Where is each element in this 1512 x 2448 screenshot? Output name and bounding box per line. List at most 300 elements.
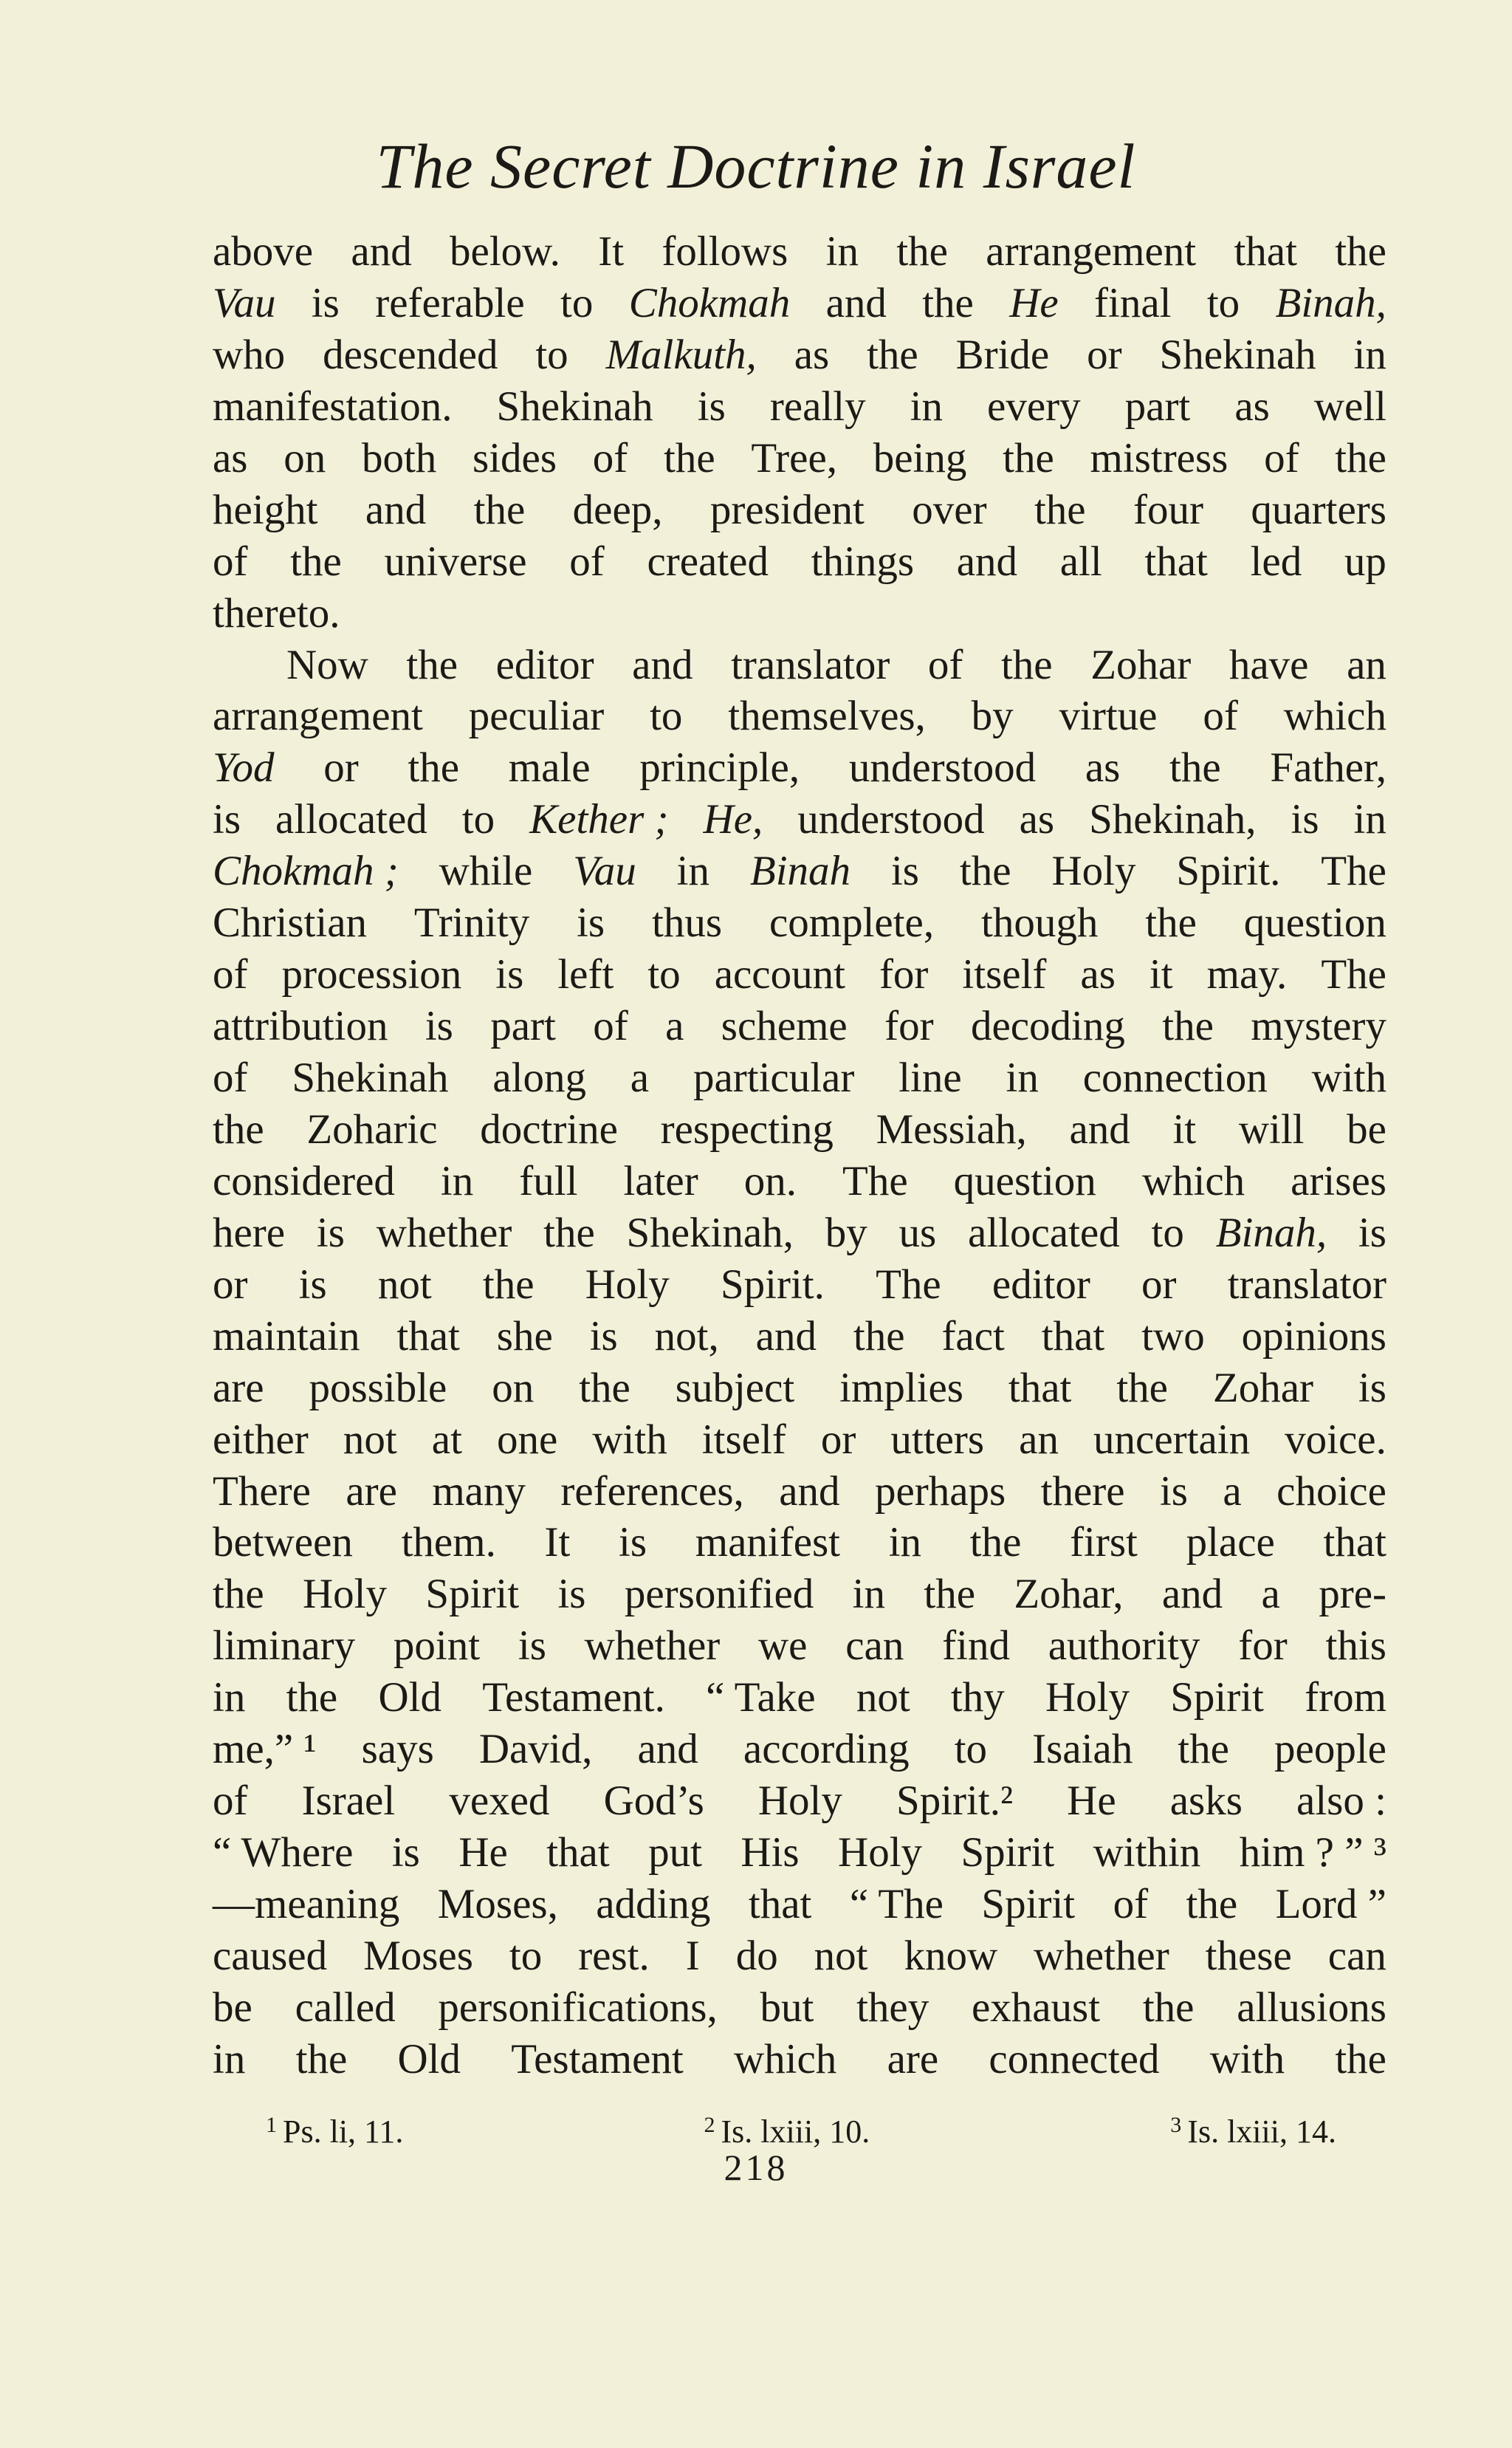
text-line bbox=[213, 1466, 1386, 1518]
word: arrangement bbox=[986, 228, 1197, 275]
word: universe bbox=[384, 538, 527, 585]
word: there bbox=[1040, 1467, 1125, 1515]
word: and bbox=[956, 538, 1018, 585]
word: many bbox=[432, 1467, 526, 1515]
text-line bbox=[213, 794, 1386, 846]
word: me,” ¹ bbox=[213, 1726, 317, 1773]
word: peculiar bbox=[468, 693, 605, 740]
word: is bbox=[890, 848, 919, 895]
word: mystery bbox=[1251, 1003, 1386, 1050]
word: in bbox=[440, 1157, 474, 1204]
word: is bbox=[1291, 796, 1319, 843]
word: not bbox=[377, 1261, 432, 1308]
word: the bbox=[1178, 1726, 1229, 1773]
word: Trinity bbox=[413, 899, 530, 947]
word: in bbox=[852, 1571, 886, 1618]
word: as bbox=[1019, 796, 1055, 843]
word: asks bbox=[1169, 1777, 1243, 1825]
word: this bbox=[1325, 1622, 1386, 1670]
footnote-mark: 1 bbox=[266, 2113, 277, 2137]
word: that bbox=[1144, 538, 1208, 585]
word: as bbox=[1085, 744, 1121, 792]
word: adding bbox=[596, 1881, 711, 1927]
word: place bbox=[1186, 1519, 1275, 1566]
text-line bbox=[213, 1001, 1386, 1052]
word: which bbox=[1283, 693, 1386, 740]
word: part bbox=[1124, 383, 1191, 430]
word: are bbox=[346, 1467, 397, 1515]
word: Spirit. bbox=[1176, 848, 1281, 895]
word: in bbox=[888, 1519, 922, 1566]
word: He bbox=[458, 1829, 508, 1876]
word: whether bbox=[376, 1209, 512, 1256]
word: we bbox=[758, 1622, 808, 1670]
word: is bbox=[311, 279, 340, 326]
word: maintain bbox=[213, 1312, 360, 1360]
word: be bbox=[1347, 1105, 1386, 1153]
word: at bbox=[431, 1416, 462, 1463]
word: the bbox=[896, 228, 948, 275]
word: itself bbox=[701, 1416, 786, 1463]
word: not, bbox=[654, 1312, 719, 1360]
footnote-text: Is. lxiii, 14. bbox=[1187, 2113, 1336, 2150]
word: thereto. bbox=[213, 589, 340, 637]
footnote-text: Ps. li, 11. bbox=[283, 2113, 404, 2150]
word: the bbox=[482, 1261, 535, 1308]
word: that bbox=[1008, 1364, 1072, 1411]
word: the bbox=[853, 1312, 905, 1360]
word: Father, bbox=[1270, 744, 1386, 792]
word: Holy bbox=[1045, 1674, 1130, 1721]
word: in bbox=[825, 228, 859, 275]
word: the bbox=[1145, 899, 1197, 947]
word: of bbox=[592, 434, 628, 481]
word: manifestation. bbox=[213, 383, 453, 430]
word: four bbox=[1133, 486, 1203, 533]
word: know bbox=[904, 1932, 998, 1979]
word: are bbox=[213, 1364, 264, 1411]
word: Shekinah bbox=[496, 383, 653, 430]
word: personifications, bbox=[438, 1984, 718, 2031]
word: created bbox=[647, 538, 769, 585]
word: the bbox=[295, 2035, 348, 2082]
word: male bbox=[508, 744, 591, 792]
word: are bbox=[887, 2035, 939, 2082]
word: connected bbox=[989, 2035, 1160, 2082]
word: left bbox=[557, 951, 614, 998]
word: to bbox=[509, 1932, 543, 1979]
word: Spirit bbox=[961, 1829, 1055, 1876]
word: an bbox=[1019, 1416, 1059, 1463]
word: Shekinah, bbox=[1089, 796, 1257, 843]
word: or bbox=[820, 1416, 856, 1463]
word: full bbox=[519, 1157, 578, 1204]
word: of bbox=[927, 641, 963, 688]
word: thus bbox=[652, 899, 723, 947]
word: Testament. bbox=[482, 1674, 665, 1721]
word: a bbox=[1223, 1467, 1242, 1515]
word: Holy bbox=[838, 1829, 923, 1876]
word: Spirit bbox=[1170, 1674, 1264, 1721]
word: Binah, bbox=[1275, 279, 1386, 326]
word: exhaust bbox=[971, 1984, 1101, 2031]
word: while bbox=[439, 848, 533, 895]
word: Zohar bbox=[1090, 641, 1192, 688]
word: virtue bbox=[1059, 693, 1158, 740]
word: which bbox=[1141, 1157, 1245, 1204]
text-line bbox=[213, 1775, 1386, 1827]
word: Yod bbox=[213, 744, 275, 792]
word: in bbox=[676, 848, 709, 895]
word: to bbox=[560, 279, 594, 326]
text-line bbox=[213, 588, 1386, 640]
word: Isaiah bbox=[1032, 1726, 1133, 1773]
word: Moses bbox=[363, 1932, 473, 1979]
word: in bbox=[1353, 331, 1386, 378]
word: mistress bbox=[1090, 434, 1228, 481]
word: and bbox=[637, 1726, 698, 1773]
word: and bbox=[825, 279, 887, 326]
word: up bbox=[1344, 538, 1386, 585]
word: the bbox=[924, 1571, 976, 1618]
word: be bbox=[213, 1984, 252, 2031]
text-line bbox=[213, 1259, 1386, 1311]
word: of bbox=[213, 951, 248, 998]
word: Zohar bbox=[1212, 1364, 1313, 1411]
word: to bbox=[954, 1726, 988, 1773]
word: that bbox=[546, 1829, 610, 1876]
word: decoding bbox=[970, 1003, 1125, 1050]
word: here bbox=[213, 1209, 286, 1256]
text-line bbox=[213, 484, 1386, 536]
word: rest. bbox=[578, 1932, 650, 1979]
word: He bbox=[1009, 279, 1059, 326]
word: us bbox=[898, 1209, 937, 1256]
word: but bbox=[760, 1984, 814, 2031]
text-line bbox=[213, 1414, 1386, 1466]
word: Holy bbox=[757, 1777, 842, 1825]
word: and bbox=[755, 1312, 817, 1360]
word: point bbox=[393, 1622, 481, 1670]
word: It bbox=[544, 1519, 571, 1566]
word: the bbox=[1142, 1984, 1195, 2031]
word: the bbox=[1000, 641, 1053, 688]
word: personified bbox=[624, 1571, 814, 1618]
word: Bride bbox=[955, 331, 1050, 378]
word: a bbox=[1261, 1571, 1280, 1618]
word: all bbox=[1059, 538, 1102, 585]
word: is bbox=[619, 1519, 647, 1566]
word: voice. bbox=[1285, 1416, 1386, 1463]
word: whether bbox=[584, 1622, 721, 1670]
word: perhaps bbox=[874, 1467, 1006, 1515]
word: or bbox=[1141, 1261, 1177, 1308]
word: from bbox=[1305, 1674, 1386, 1721]
word: as bbox=[213, 434, 248, 481]
word: Binah bbox=[749, 848, 851, 895]
word: and bbox=[779, 1467, 840, 1515]
word: choice bbox=[1276, 1467, 1386, 1515]
word: which bbox=[733, 2035, 837, 2082]
word: can bbox=[845, 1622, 904, 1670]
word: above bbox=[213, 228, 314, 275]
word: Christian bbox=[213, 899, 367, 947]
word: by bbox=[971, 693, 1014, 740]
word: The bbox=[1321, 848, 1386, 895]
word: “ Take bbox=[706, 1674, 816, 1721]
word: manifest bbox=[695, 1519, 841, 1566]
word: also : bbox=[1296, 1777, 1386, 1825]
word: in bbox=[1353, 796, 1386, 843]
word: height bbox=[213, 486, 318, 533]
word: is bbox=[1159, 1467, 1188, 1515]
word: complete, bbox=[769, 899, 935, 947]
word: Now bbox=[286, 641, 368, 688]
word: implies bbox=[839, 1364, 963, 1411]
word: an bbox=[1347, 641, 1386, 688]
word: not bbox=[343, 1416, 397, 1463]
word: who bbox=[213, 331, 286, 378]
running-head: The Secret Doctrine in Israel bbox=[376, 131, 1136, 202]
word: to bbox=[647, 951, 681, 998]
word: —meaning bbox=[213, 1881, 400, 1927]
word: subject bbox=[675, 1364, 795, 1411]
word: and bbox=[365, 486, 427, 533]
word: along bbox=[492, 1055, 586, 1101]
word: deep, bbox=[572, 486, 663, 533]
word: Holy bbox=[1051, 848, 1136, 895]
word: to bbox=[1151, 1209, 1184, 1256]
word: whether bbox=[1034, 1932, 1169, 1979]
word: caused bbox=[213, 1932, 328, 1979]
word: Vau bbox=[573, 848, 636, 895]
word: that bbox=[396, 1312, 460, 1360]
word: by bbox=[825, 1209, 867, 1256]
word: arises bbox=[1291, 1157, 1386, 1204]
word: the bbox=[922, 279, 974, 326]
text-line bbox=[213, 690, 1386, 742]
text-line bbox=[213, 742, 1386, 794]
word: is bbox=[557, 1571, 586, 1618]
word: is bbox=[495, 951, 524, 998]
text-line bbox=[213, 1724, 1386, 1775]
word: on bbox=[284, 434, 326, 481]
word: for bbox=[879, 951, 929, 998]
word: the bbox=[959, 848, 1011, 895]
word: the bbox=[213, 1105, 264, 1153]
word: He bbox=[1067, 1777, 1116, 1825]
word: or bbox=[323, 744, 359, 792]
word: question bbox=[1243, 899, 1386, 947]
word: themselves, bbox=[728, 693, 926, 740]
word: referable bbox=[375, 279, 525, 326]
word: she bbox=[496, 1312, 553, 1360]
word: the bbox=[408, 744, 460, 792]
word: being bbox=[873, 434, 967, 481]
word: liminary bbox=[213, 1622, 356, 1670]
word: is bbox=[697, 383, 726, 430]
word: “ The bbox=[849, 1881, 944, 1927]
word: is bbox=[298, 1261, 327, 1308]
word: as bbox=[794, 331, 830, 378]
word: utters bbox=[890, 1416, 985, 1463]
word: part bbox=[490, 1003, 556, 1050]
word: either bbox=[213, 1416, 309, 1463]
word: Holy bbox=[303, 1571, 388, 1618]
word: is bbox=[589, 1312, 618, 1360]
word: He, bbox=[703, 796, 763, 843]
word: for bbox=[1238, 1622, 1288, 1670]
word: Lord ” bbox=[1275, 1881, 1386, 1927]
text-line bbox=[213, 1930, 1386, 1982]
text-line bbox=[213, 278, 1386, 329]
word: below. bbox=[450, 228, 560, 275]
word: two bbox=[1141, 1312, 1205, 1360]
word: Shekinah bbox=[292, 1055, 449, 1101]
word: The bbox=[876, 1261, 941, 1308]
word: a bbox=[630, 1055, 650, 1101]
text-line bbox=[213, 1672, 1386, 1724]
footnote-text: Is. lxiii, 10. bbox=[721, 2113, 870, 2150]
word: both bbox=[361, 434, 437, 481]
word: Kether ; bbox=[529, 796, 669, 843]
word: uncertain bbox=[1093, 1416, 1251, 1463]
word: things bbox=[811, 538, 915, 585]
word: really bbox=[769, 383, 866, 430]
word: Spirit bbox=[981, 1881, 1076, 1927]
word: in bbox=[1006, 1055, 1039, 1101]
word: with bbox=[1311, 1055, 1386, 1101]
text-line bbox=[213, 640, 1386, 691]
word: the bbox=[1186, 1881, 1238, 1927]
word: Old bbox=[397, 2035, 461, 2082]
word: the bbox=[1335, 434, 1386, 481]
text-line bbox=[213, 329, 1386, 381]
word: allusions bbox=[1237, 1984, 1386, 2031]
word: for bbox=[884, 1003, 934, 1050]
word: and bbox=[632, 641, 693, 688]
word: is bbox=[425, 1003, 453, 1050]
word: with bbox=[1209, 2035, 1285, 2082]
word: to bbox=[535, 331, 568, 378]
word: Binah, bbox=[1215, 1209, 1327, 1256]
word: in bbox=[213, 2035, 246, 2082]
word: “ Where bbox=[213, 1829, 354, 1876]
word: is bbox=[518, 1622, 546, 1670]
word: quarters bbox=[1251, 486, 1386, 533]
page-number: 218 bbox=[724, 2147, 788, 2188]
word: well bbox=[1313, 383, 1386, 430]
word: thy bbox=[950, 1674, 1005, 1721]
word: on bbox=[492, 1364, 535, 1411]
word: says bbox=[361, 1726, 434, 1773]
word: The bbox=[842, 1157, 908, 1204]
word: of bbox=[213, 1055, 248, 1101]
word: Spirit.² bbox=[896, 1777, 1014, 1825]
word: considered bbox=[213, 1157, 395, 1204]
word: in bbox=[213, 1674, 246, 1721]
word: respecting bbox=[660, 1105, 834, 1153]
word: arrangement bbox=[213, 693, 423, 740]
word: particular bbox=[693, 1055, 855, 1101]
word: the bbox=[1169, 744, 1221, 792]
word: that bbox=[1323, 1519, 1386, 1566]
word: the bbox=[473, 486, 526, 533]
word: do bbox=[735, 1932, 778, 1979]
word: Spirit bbox=[425, 1571, 520, 1618]
word: There bbox=[213, 1467, 311, 1515]
word: the bbox=[213, 1571, 264, 1618]
word: and bbox=[351, 228, 412, 275]
word: understood bbox=[848, 744, 1037, 792]
word: Israel bbox=[301, 1777, 396, 1825]
word: with bbox=[592, 1416, 667, 1463]
word: the bbox=[406, 641, 458, 688]
word: editor bbox=[495, 641, 594, 688]
word: of bbox=[213, 538, 248, 585]
word: line bbox=[898, 1055, 962, 1101]
word: to bbox=[1206, 279, 1240, 326]
word: allocated bbox=[275, 796, 427, 843]
word: Moses, bbox=[437, 1881, 558, 1927]
word: attribution bbox=[213, 1003, 388, 1050]
word: Testament bbox=[511, 2035, 684, 2082]
word: in bbox=[910, 383, 943, 430]
word: a bbox=[665, 1003, 684, 1050]
text-line bbox=[213, 1620, 1386, 1672]
word: as bbox=[1234, 383, 1270, 430]
word: I bbox=[685, 1932, 700, 1979]
text-line bbox=[213, 381, 1386, 433]
footnote-mark: 2 bbox=[704, 2113, 715, 2137]
text-line bbox=[213, 897, 1386, 949]
word: of bbox=[569, 538, 605, 585]
word: understood bbox=[797, 796, 985, 843]
word: that bbox=[748, 1881, 812, 1927]
word: the bbox=[663, 434, 715, 481]
word: account bbox=[714, 951, 845, 998]
word: it bbox=[1172, 1105, 1197, 1153]
word: His bbox=[740, 1829, 800, 1876]
text-line bbox=[213, 1982, 1386, 2034]
word: to bbox=[650, 693, 683, 740]
word: led bbox=[1250, 538, 1302, 585]
word: question bbox=[953, 1157, 1096, 1204]
text-line bbox=[213, 2034, 1386, 2085]
word: the bbox=[1116, 1364, 1168, 1411]
word: Shekinah, bbox=[626, 1209, 794, 1256]
word: these bbox=[1205, 1932, 1292, 1979]
text-line bbox=[213, 1827, 1386, 1879]
word: is bbox=[1358, 1209, 1386, 1256]
word: David, bbox=[478, 1726, 593, 1773]
word: allocated bbox=[968, 1209, 1120, 1256]
text-line bbox=[213, 1311, 1386, 1362]
word: they bbox=[856, 1984, 929, 2031]
word: the bbox=[1335, 2035, 1386, 2082]
word: itself bbox=[962, 951, 1047, 998]
word: as bbox=[1080, 951, 1116, 998]
word: of bbox=[1203, 693, 1238, 740]
text-line bbox=[213, 1362, 1386, 1414]
word: connection bbox=[1082, 1055, 1268, 1101]
word: between bbox=[213, 1519, 353, 1566]
word: not bbox=[856, 1674, 910, 1721]
text-line bbox=[213, 433, 1386, 484]
word: the bbox=[1034, 486, 1086, 533]
word: put bbox=[648, 1829, 702, 1876]
text-line bbox=[213, 1568, 1386, 1620]
